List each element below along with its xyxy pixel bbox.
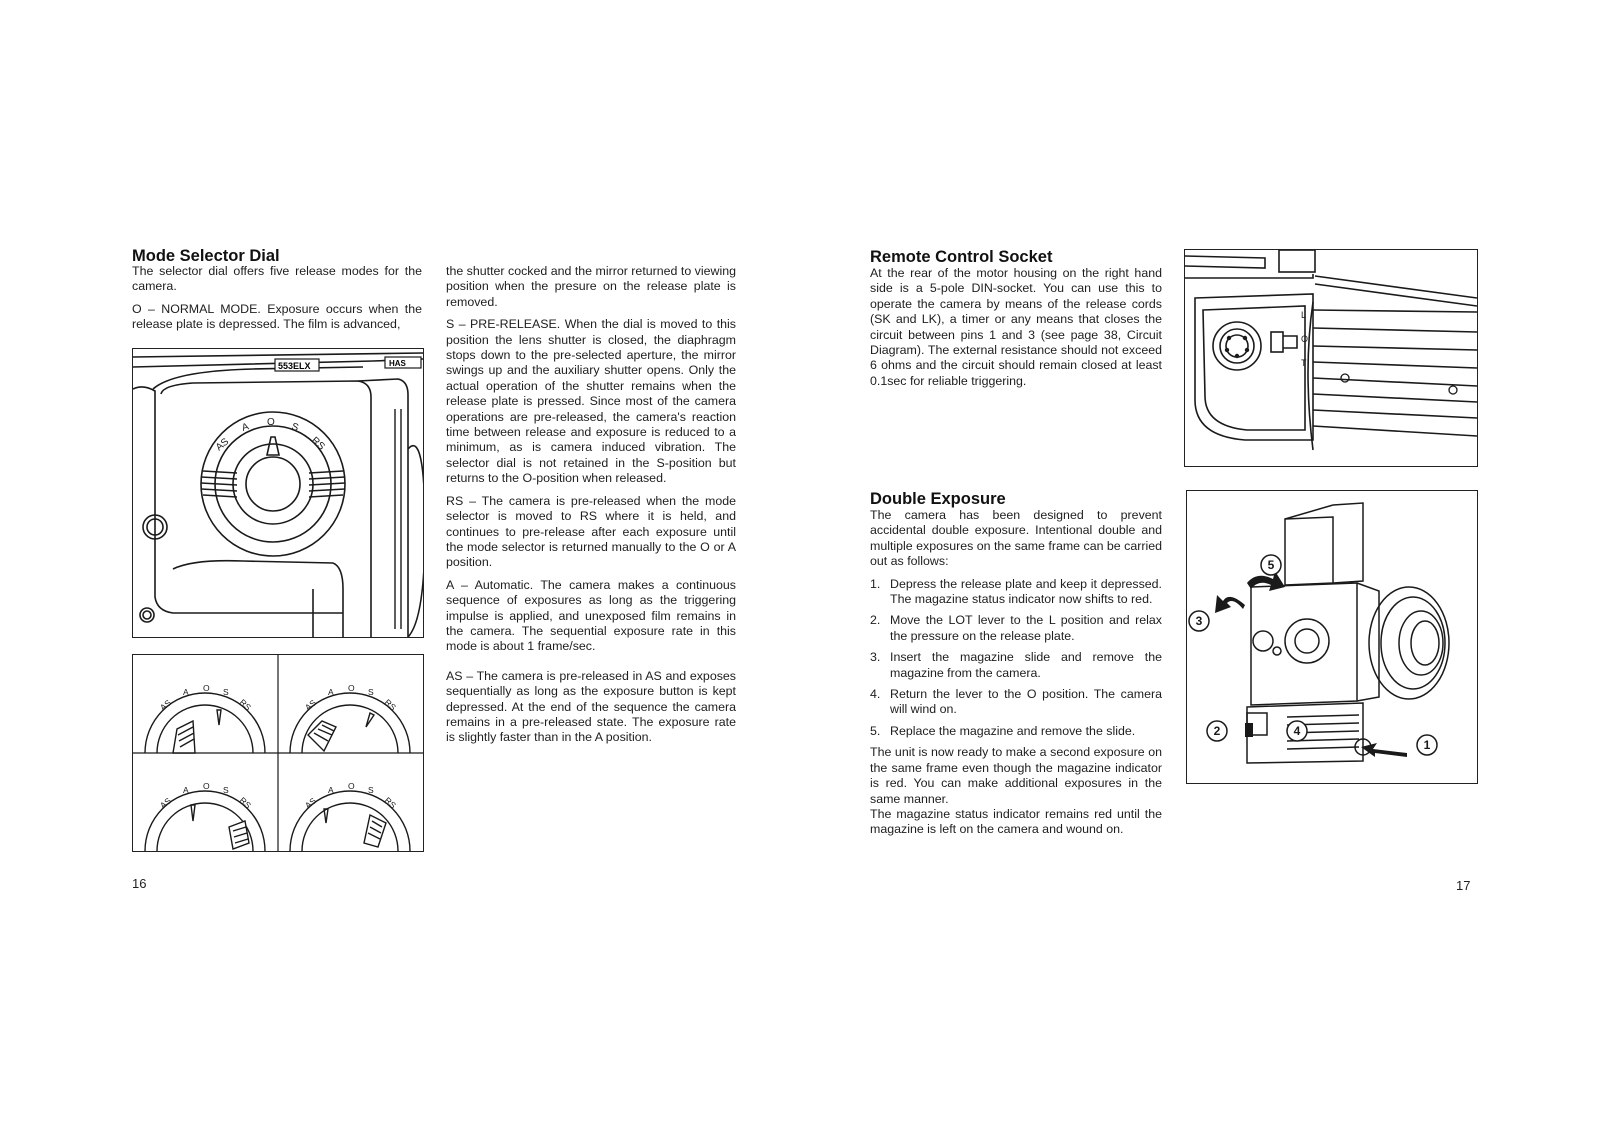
dial-label-a: A <box>240 421 251 434</box>
p3-label-o: O <box>203 781 210 791</box>
socket-label-l: L <box>1301 310 1307 320</box>
step-number: 5. <box>870 723 881 738</box>
step-number: 1. <box>870 576 881 591</box>
step-number: 2. <box>870 613 881 628</box>
page-number-right: 17 <box>1456 878 1471 893</box>
p2-label-s: S <box>368 687 374 697</box>
as-mode-paragraph: AS – The camera is pre-released in AS and exposes sequentially as long as the exposure button is kept depressed. At the end of the sequence the camera remains in a pre-released state. The exposure rate is slightly faster than in the A position. <box>446 668 736 745</box>
automatic-mode-paragraph: A – Automatic. The camera makes a continuous sequence of exposures as long as the triggering impulse is applied, and unexposed film remains in the camera. The sequential exposure rate in this mode is about 1 frame/sec. <box>446 577 736 654</box>
col2-continuation: the shutter cocked and the mirror returned to viewing position when the presure on the release plate is removed. <box>446 264 736 309</box>
double-exposure-outro-1: The unit is now ready to make a second exposure on the same frame even though the magazine indicator is red. You can make additional exposures in the same manner. <box>870 745 1162 806</box>
p4-label-as: AS <box>302 795 318 811</box>
step-item <box>870 613 1162 644</box>
remote-control-heading: Remote Control Socket <box>870 248 1053 266</box>
remote-control-text <box>870 266 1162 396</box>
p3-label-rs: RS <box>237 795 254 811</box>
p4-label-s: S <box>368 785 374 795</box>
p2-label-o: O <box>348 683 355 693</box>
double-exposure-outro-2: The magazine status indicator remains red until the magazine is left on the camera and wound on. <box>870 806 1162 837</box>
p3-label-a: A <box>183 785 189 795</box>
step-item <box>870 577 1162 608</box>
step-text: Insert the magazine slide and remove the magazine from the camera. <box>890 650 1162 680</box>
p3-label-s: S <box>223 785 229 795</box>
callout-5-label: 5 <box>1267 558 1275 572</box>
rs-mode-paragraph: RS – The camera is pre-released when the mode selector is moved to RS where it is held, and continues to pre-release after each exposure until the mode selector is returned manually to the O or A position. <box>446 493 736 570</box>
double-exposure-intro: The camera has been designed to prevent accidental double exposure. Intentional double and multiple exposures on the same frame can be carried out as follows: <box>870 508 1163 569</box>
p4-label-rs: RS <box>382 795 399 811</box>
step-item <box>870 724 1162 739</box>
dial-label-o: O <box>267 417 275 428</box>
remote-socket-drawing <box>1185 250 1477 466</box>
p2-label-as: AS <box>302 697 318 713</box>
socket-label-o: O <box>1301 334 1309 344</box>
p2-label-a: A <box>328 687 334 697</box>
p1-label-s: S <box>223 687 229 697</box>
model-label: 553ELX <box>278 361 311 371</box>
p1-label-a: A <box>183 687 189 697</box>
p1-label-as: AS <box>157 697 173 713</box>
mode-selector-col1 <box>132 264 422 340</box>
callout-4-label: 4 <box>1293 724 1301 738</box>
step-item <box>870 687 1162 718</box>
p4-label-a: A <box>328 785 334 795</box>
dial-label-rs: RS <box>308 435 327 453</box>
p3-label-as: AS <box>157 795 173 811</box>
callout-2-label: 2 <box>1213 724 1221 738</box>
page-number-left: 16 <box>132 876 147 891</box>
double-exposure-steps <box>870 577 1162 740</box>
remote-socket-figure <box>1184 249 1478 467</box>
normal-mode-paragraph: O – NORMAL MODE. Exposure occurs when the release plate is depressed. The film is advanced, <box>132 301 422 332</box>
p1-label-rs: RS <box>237 697 254 713</box>
remote-control-paragraph: At the rear of the motor housing on the right hand side is a 5-pole DIN-socket. You can use this to operate the camera by means of the release cords (SK and LK), a timer or any means that closes the circuit between pins 1 and 3 (see page 38, Circuit Diagram). The external resistance should not exceed 6 ohms and the circuit should remain closed at least 0.1sec for reliable triggering. <box>870 266 1162 388</box>
dial-positions-drawing <box>133 655 423 851</box>
step-number: 4. <box>870 687 881 702</box>
p2-label-rs: RS <box>382 697 399 713</box>
dial-label-as: AS <box>213 436 232 454</box>
camera-callout-drawing <box>1187 491 1477 783</box>
pre-release-paragraph: S – PRE-RELEASE. When the dial is moved to this position the lens shutter is closed, the diaphragm stops down to the pre-selected aperture, the mirror swings up and the auxiliary shutter opens. Only the actual operation of the shutter remains when the release plate is pressed. Since most of the camera operations are pre-released, the camera's reaction time between release and exposure is reduced to a minimum, as is camera induced vibration. The selector dial is not retained in the S-position but returns to the O-position when released. <box>446 317 736 486</box>
p4-label-o: O <box>348 781 355 791</box>
camera-callout-figure <box>1186 490 1478 784</box>
mode-dial-closeup-figure <box>132 348 424 638</box>
step-text: Depress the release plate and keep it depressed. The magazine status indicator now shifts to red. <box>890 576 1162 607</box>
callout-3-label: 3 <box>1195 614 1203 628</box>
brand-label: HAS <box>389 359 406 368</box>
mode-selector-heading: Mode Selector Dial <box>132 247 280 265</box>
dial-positions-figure <box>132 654 424 852</box>
intro-paragraph: The selector dial offers five release modes for the camera. <box>132 264 422 294</box>
step-text: Return the lever to the O position. The camera will wind on. <box>890 687 1162 717</box>
step-text: Move the LOT lever to the L position and relax the pressure on the release plate. <box>890 613 1162 643</box>
step-text: Replace the magazine and remove the slide. <box>890 723 1136 738</box>
socket-label-t: T <box>1301 358 1307 368</box>
mode-dial-closeup-drawing <box>133 349 423 637</box>
double-exposure-heading: Double Exposure <box>870 490 1006 508</box>
mode-selector-col2 <box>446 264 736 753</box>
double-exposure-text <box>870 508 1162 845</box>
callout-1-label: 1 <box>1423 738 1431 752</box>
step-item <box>870 650 1162 681</box>
dial-label-s: S <box>290 421 300 434</box>
step-number: 3. <box>870 650 881 665</box>
p1-label-o: O <box>203 683 210 693</box>
